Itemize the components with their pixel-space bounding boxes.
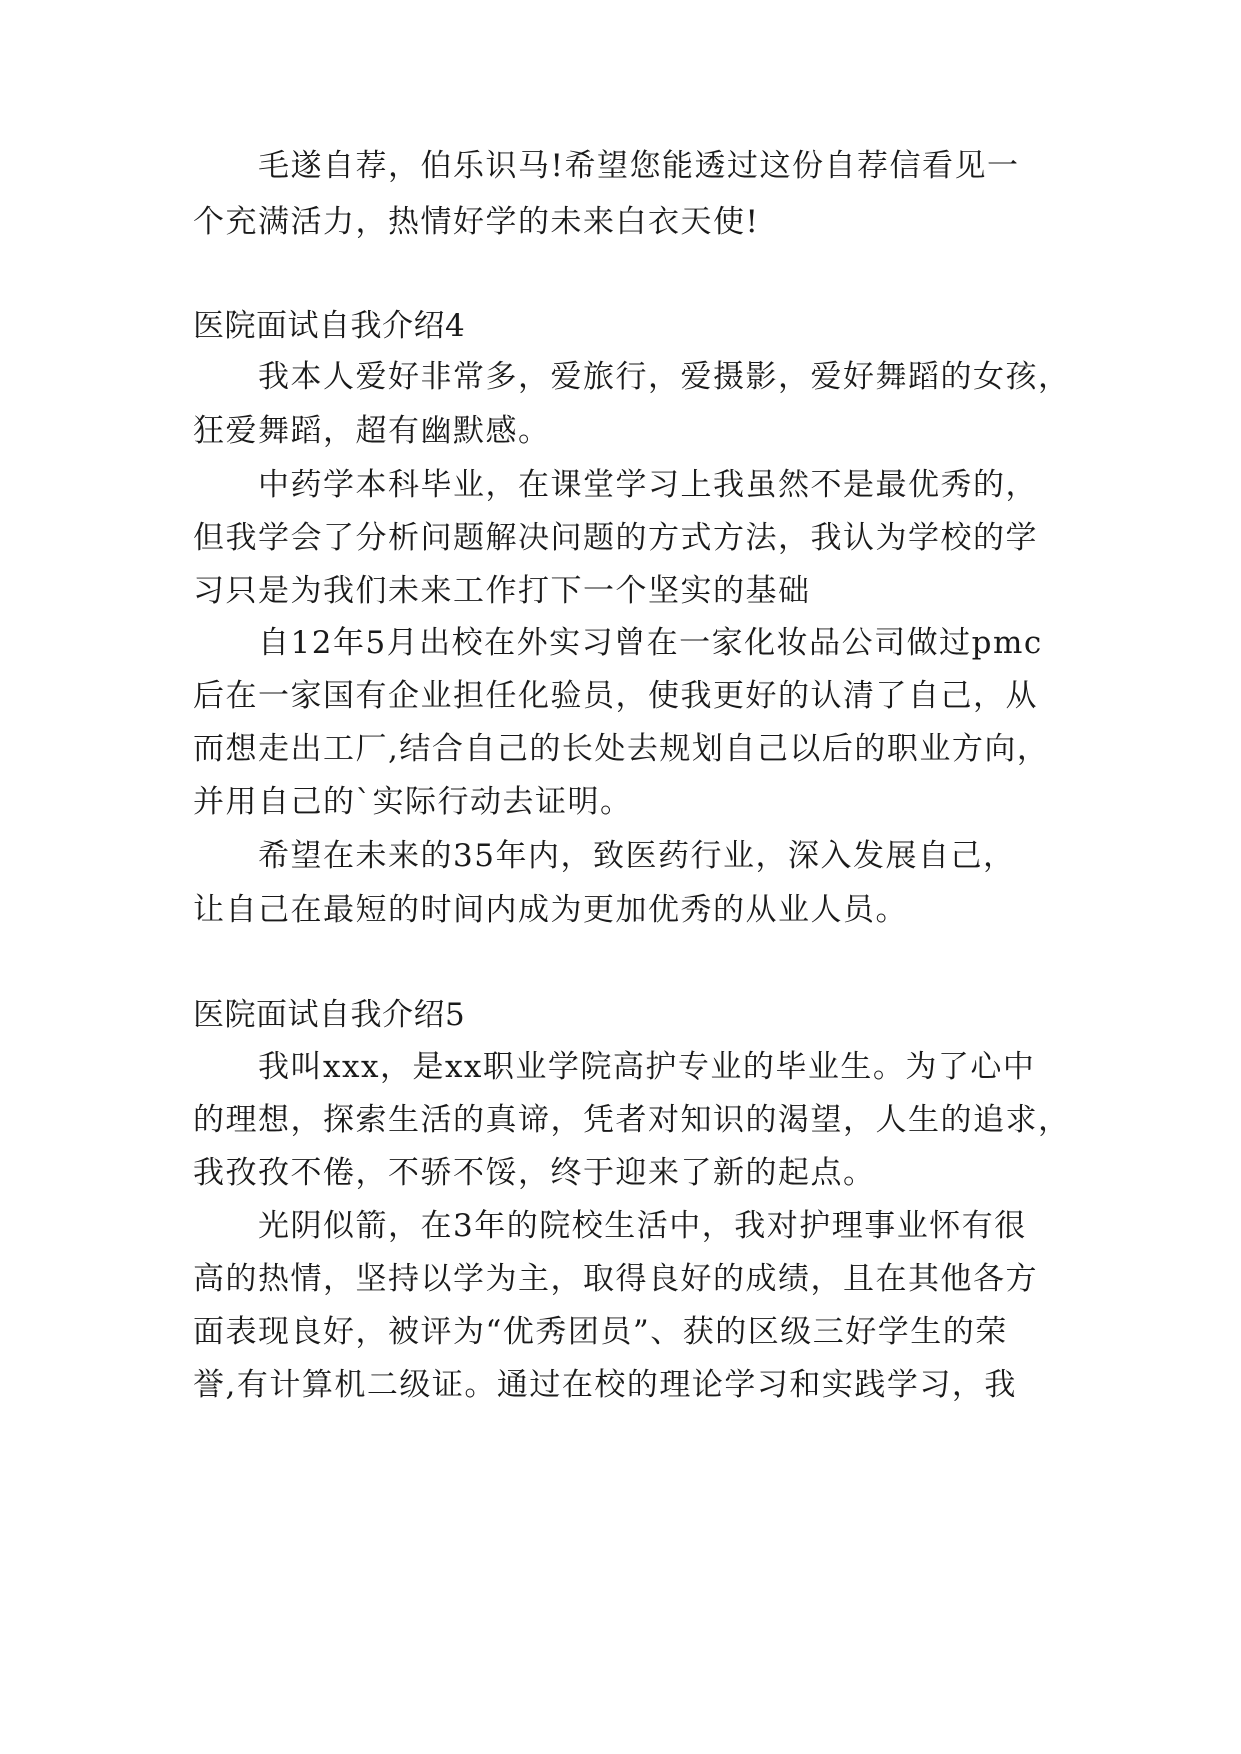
- section-4-line: 并用自己的`实际行动去证明。: [193, 784, 633, 820]
- section-5-line: 我孜孜不倦，不骄不馁，终于迎来了新的起点。: [193, 1155, 876, 1191]
- section-5-line: 面表现良好，被评为“优秀团员”、获的区级三好学生的荣: [193, 1314, 1008, 1350]
- section-4-line: 自12年5月出校在外实习曾在一家化妆品公司做过pmc: [258, 625, 1043, 661]
- section-4-title: 医院面试自我介绍4: [193, 308, 466, 344]
- section-4-line: 后在一家国有企业担任化验员，使我更好的认清了自己，从: [193, 678, 1038, 714]
- section-4-line: 希望在未来的35年内，致医药行业，深入发展自己，: [258, 838, 1016, 874]
- section-4-line: 让自己在最短的时间内成为更加优秀的从业人员。: [193, 892, 908, 928]
- section-5-line: 我叫xxx，是xx职业学院高护专业的毕业生。为了心中: [258, 1049, 1036, 1085]
- section-4-line: 但我学会了分析问题解决问题的方式方法，我认为学校的学: [193, 520, 1038, 556]
- section-4-line: 习只是为我们未来工作打下一个坚实的基础: [193, 573, 811, 609]
- section-5-line: 的理想，探索生活的真谛，凭者对知识的渴望，人生的追求，: [193, 1102, 1071, 1138]
- intro-line-2: 个充满活力，热情好学的未来白衣天使!: [193, 204, 760, 240]
- section-5-line: 高的热情，坚持以学为主，取得良好的成绩，且在其他各方: [193, 1261, 1038, 1297]
- section-4-line: 狂爱舞蹈，超有幽默感。: [193, 413, 551, 449]
- section-5-line: 光阴似箭，在3年的院校生活中，我对护理事业怀有很: [258, 1208, 1027, 1244]
- section-4-line: 我本人爱好非常多，爱旅行，爱摄影，爱好舞蹈的女孩，: [258, 359, 1071, 395]
- section-4-line: 而想走出工厂,结合自己的长处去规划自己以后的职业方向，: [193, 731, 1050, 767]
- intro-line-1: 毛遂自荐，伯乐识马!希望您能透过这份自荐信看见一: [258, 148, 1020, 184]
- section-4-line: 中药学本科毕业，在课堂学习上我虽然不是最优秀的，: [258, 467, 1038, 503]
- section-5-title: 医院面试自我介绍5: [193, 997, 466, 1033]
- section-5-line: 誉,有计算机二级证。通过在校的理论学习和实践学习，我: [193, 1367, 1017, 1403]
